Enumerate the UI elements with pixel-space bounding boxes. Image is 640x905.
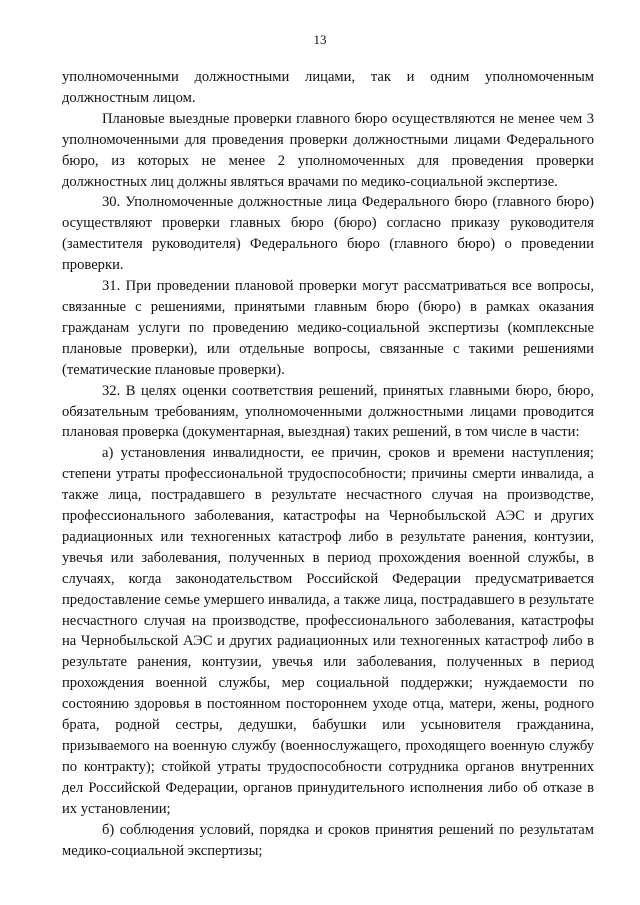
list-item-b: б) соблюдения условий, порядка и сроков принятия решений по результатам медико-социальной экспертизы; xyxy=(62,821,594,859)
paragraph-31: 31. При проведении плановой проверки могут рассматриваться все вопросы, связанные с решениями, принятыми главным бюро (бюро) в рамках оказания гражданам услуги по проведению медико-социальной экспертизы (комплексные плановые проверки), или отдельные вопросы, связанные с такими решениями (тематические плановые проверки). xyxy=(62,278,594,378)
paragraph-30: 30. Уполномоченные должностные лица Федерального бюро (главного бюро) осуществляют проверки главных бюро (бюро) согласно приказу руководителя (заместителя руководителя) Федерального бюро (главного бюро) о проведении проверки. xyxy=(62,194,594,274)
list-item-a: а) установления инвалидности, ее причин, сроков и времени наступления; степени утраты профессиональной трудоспособности; причины смерти инвалида, а также лица, пострадавшего в результате несчастного случая на производстве, профессионального заболевания, катастрофы на Чернобыльской АЭС и других радиационных или техногенных катастроф либо в результате ранения, контузии, увечья или заболевания, полученных в период прохождения военной службы, в случаях, когда законодательством Российской Федерации предусматривается предоставление семье умершего инвалида, а также лица, пострадавшего в результате несчастного случая на производстве, профессионального заболевания, катастрофы на Чернобыльской АЭС и других радиационных или техногенных катастроф либо в результате ранения, контузии, увечья или заболевания, полученных в период прохождения военной службы, мер социальной поддержки; нуждаемости по состоянию здоровья в постоянном постороннем уходе отца, матери, жены, родного брата, родной сестры, дедушки, бабушки или усыновителя гражданина, призываемого на военную службу (военнослужащего, проходящего военную службу по контракту); стойкой утраты трудоспособности сотрудника органов внутренних дел Российской Федерации, органов принудительного исполнения либо об отказе в их установлении; xyxy=(62,445,594,817)
paragraph-planned-inspections: Плановые выездные проверки главного бюро осуществляются не менее чем 3 уполномоченными для проведения проверки должностными лицами Федерального бюро, из которых не менее 2 уполномоченных для проведения проверки должностных лиц должны являться врачами по медико-социальной экспертизе. xyxy=(62,110,594,190)
page-number: 13 xyxy=(313,32,327,47)
paragraph-32: 32. В целях оценки соответствия решений, принятых главными бюро, бюро, обязательным требованиям, уполномоченными должностными лицами проводится плановая проверка (документарная, выездная) таких решений, в том числе в части: xyxy=(62,382,594,441)
paragraph-continuation: уполномоченными должностными лицами, так и одним уполномоченным должностным лицом. xyxy=(62,69,594,106)
document-body xyxy=(62,67,594,861)
